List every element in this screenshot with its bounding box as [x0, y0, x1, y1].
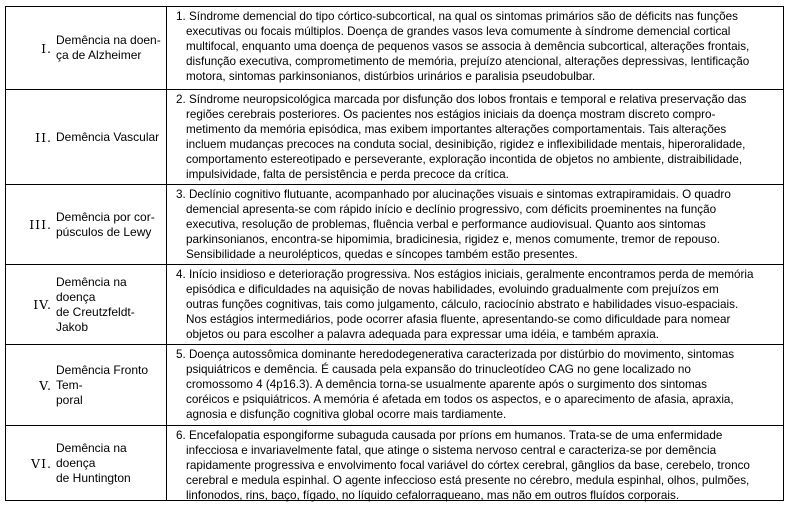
dementia-name: Demência por cor- púsculos de Lewy: [56, 209, 155, 239]
table-row: [6, 185, 783, 265]
dementia-name: Demência na doen- ça de Alzheimer: [56, 33, 161, 62]
description-cell: 3. Declínio cognitivo flutuante, acompanhado por alucinações visuais e sintomas extrapiramidais. O quadro demencial apresenta-se com rápido início e declínio progressivo, com déficits proeminentes na função executiva, resolução de problemas, fluência verbal e performance audiovisual. Quanto aos sintomas parkinsonianos, encontra-se hipomimia, bradicinesia, rigidez e, menos comumente, tremor de repouso. Sensibilidade a neurolépticos, quedas e síncopes também estão presentes.: [176, 188, 731, 261]
roman-numeral: III.: [29, 217, 52, 232]
matching-table: [5, 6, 784, 501]
row-label-cell: [6, 345, 167, 425]
row-label-cell: [6, 185, 167, 264]
roman-numeral: V.: [39, 377, 52, 393]
description-cell: 6. Encefalopatia espongiforme subaguda causada por príons em humanos. Trata-se de uma enfermidade infecciosa e invariavelmente fatal, que atinge o sistema nervoso central e caracteriza-se por demência rapidamente progressiva e envolvimento focal variável do córtex cerebral, gânglios da base, cerebelo, tronco cerebral e medula espinhal. O agente infeccioso está presente no cérebro, medula espinhal, olhos, pulmões, linfonodos, rins, baço, fígado, no líquido cefalorraqueano, mas não em outros fluídos corporais.: [176, 429, 750, 502]
description-cell: 5. Doença autossômica dominante heredodegenerativa caracterizada por distúrbio do movimento, sintomas psiquiátricos e demência. É causada pela expansão do trinucleotídeo CAG no gene localizado no cromossomo 4 (4p16.3). A demência torna-se usualmente aparente após o surgimento dos sintomas coréicos e psiquiátricos. A memória é afetada em todos os aspectos, e o aparecimento de afasia, apraxia, agnosia e disfunção cognitiva global ocorre mais tardiamente.: [176, 348, 735, 421]
dementia-name: Demência Fronto Tem- poral: [56, 362, 149, 407]
description-cell: 4. Início insidioso e deterioração progressiva. Nos estágios iniciais, geralmente encontramos perda de memória episódica e dificuldades na aquisição de novas habilidades, evoluindo gradualmente com prejuízos em outras funções cognitivas, tais como julgamento, cálculo, raciocínio abstrato e habilidades visuo-espaciais. Nos estágios intermediários, pode ocorrer afasia fluente, apresentando-se como dificuldade para nomear objetos ou para escolher a palavra adequada para expressar uma idéia, e também apraxia.: [176, 268, 754, 341]
table-row: [6, 426, 783, 500]
dementia-name: Demência Vascular: [56, 129, 160, 144]
table-row: [6, 265, 783, 345]
roman-numeral: IV.: [33, 297, 52, 312]
roman-numeral: I.: [41, 40, 52, 56]
description-cell: 2. Síndrome neuropsicológica marcada por disfunção dos lobos frontais e temporal e relativa preservação das regiões cerebrais posteriores. Os pacientes nos estágios iniciais da doença mostram discreto compro- metimento da memória episódica, mas exibem importantes alterações comportamentais. Tais alterações incluem mudanças precoces na conduta social, desinibição, rigidez e inflexibilidade mentais, hiperoralidade, comportamento estereotipado e perseverante, exploração incontida de objetos no ambiente, distraibilidade, impulsividade, falta de persistência e perda precoce da crítica.: [176, 93, 747, 181]
roman-numeral: II.: [35, 129, 52, 145]
dementia-name: Demência na doença de Creutzfeldt-Jakob: [56, 274, 135, 334]
row-label-cell: [6, 90, 167, 184]
table-row: [6, 7, 783, 90]
row-label-cell: [6, 265, 167, 344]
table-row: [6, 345, 783, 426]
dementia-name: Demência na doença de Huntington: [56, 440, 131, 485]
roman-numeral: VI.: [31, 455, 52, 471]
description-cell: 1. Síndrome demencial do tipo córtico-subcortical, na qual os sintomas primários são de déficits nas funções executivas ou focais múltiplos. Doença de grandes vasos leva comumente à síndrome demencial cortical multifocal, enquanto uma doença de pequenos vasos se associa à demência subcortical, alterações frontais, disfunção executiva, comprometimento de memória, prejuízo atencional, alterações depressivas, lentificação motora, sintomas parkinsonianos, distúrbios urinários e paralisia pseudobulbar.: [176, 10, 750, 83]
table-row: [6, 90, 783, 185]
row-label-cell: [6, 7, 167, 89]
row-label-cell: [6, 426, 167, 500]
